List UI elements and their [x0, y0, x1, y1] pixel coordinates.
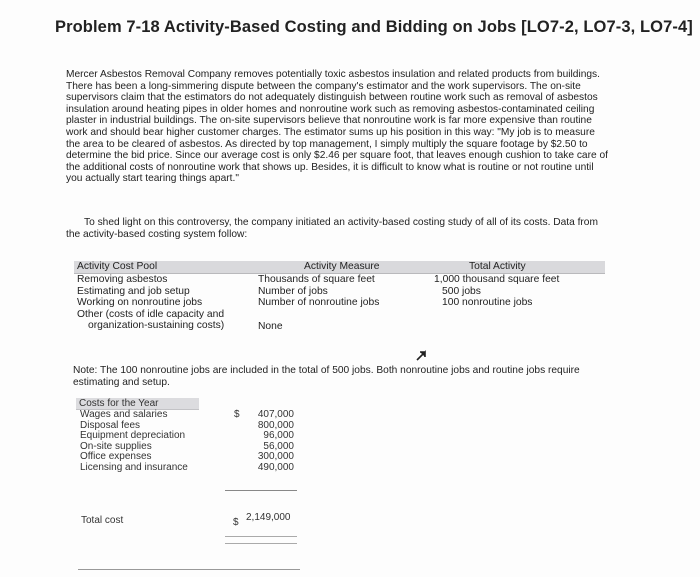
- total-double-rule-bottom: [225, 543, 297, 544]
- activity-table: [74, 261, 605, 332]
- header-cost-pool: Activity Cost Pool: [77, 261, 158, 272]
- cost-pool-cell: Estimating and job setup: [77, 285, 190, 297]
- cost-value: 407,000: [257, 409, 294, 420]
- intro-paragraph: Mercer Asbestos Removal Company removes potentially toxic asbestos insulation and related products from buildings. There has been a long-simmering dispute between the company's estimator and the work supervisors. The on-site supervisors claim that the estimators do not adequately distinguish between routine work such as removal of asbestos insulation around heating pipes in older homes and nonroutine work such as removing asbestos-contaminated ceiling plaster in industrial buildings. The on-site supervisors believe that nonroutine work is far more expensive than routine work and should bear higher customer charges. The estimator sums up his position in this way: "My job is to measure the area to be cleared of asbestos. As directed by top management, I simply multiply the square footage by $2.50 to determine the bid price. Since our average cost is only $2.46 per square foot, that leaves enough cushion to take care of the additional costs of nonroutine work that shows up. Besides, it is difficult to know what is routine or not routine until you actually start tearing things apart.": [66, 69, 608, 185]
- cost-pool-cell: Other (costs of idle capacity and: [77, 308, 225, 320]
- costs-table: [76, 398, 298, 474]
- total-cell: 100 nonroutine jobs: [442, 297, 533, 308]
- cost-value: 96,000: [263, 430, 294, 442]
- costs-header: Costs for the Year: [76, 398, 199, 410]
- total-cell: 1,000 thousand square feet: [434, 274, 560, 285]
- measure-cell: Number of jobs: [258, 285, 328, 297]
- cost-value: 490,000: [257, 461, 294, 473]
- cost-label: On-site supplies: [80, 440, 152, 452]
- table-row: [74, 320, 605, 332]
- total-double-rule-top: [225, 536, 297, 537]
- total-cost-value: 2,149,000: [246, 512, 291, 523]
- cost-value: 56,000: [263, 440, 294, 452]
- cost-pool-cell: Working on nonroutine jobs: [77, 297, 203, 308]
- problem-title: Problem 7-18 Activity-Based Costing and Bidding on Jobs [LO7-2, LO7-3, LO7-4]: [55, 18, 693, 36]
- header-total-activity: Total Activity: [469, 261, 526, 272]
- table-row: [74, 274, 605, 286]
- cost-label: Wages and salaries: [80, 409, 168, 420]
- cost-row: [76, 463, 298, 474]
- table-row: [74, 297, 605, 309]
- measure-cell-none: None: [258, 321, 283, 332]
- measure-cell: Number of nonroutine jobs: [258, 297, 380, 308]
- activity-table-header: [74, 261, 605, 274]
- cost-pool-cell-continued: organization-sustaining costs): [88, 320, 225, 331]
- measure-cell: Thousands of square feet: [258, 274, 375, 285]
- cost-label: Disposal fees: [80, 419, 141, 431]
- total-cell: 500 jobs: [442, 285, 481, 297]
- note-text: Note: The 100 nonroutine jobs are included in the total of 500 jobs. Both nonroutine jobs and routine jobs require estimating and setup.: [73, 365, 580, 388]
- total-cost-label: Total cost: [81, 515, 124, 526]
- cost-value: 300,000: [257, 451, 294, 463]
- data-intro-paragraph: To shed light on this controversy, the company initiated an activity-based costing study of all of its costs. Data from the activity-based costing system follow:: [66, 217, 598, 240]
- bottom-divider: [78, 569, 300, 570]
- header-activity-measure: Activity Measure: [304, 261, 380, 272]
- total-currency-symbol: $: [233, 517, 239, 528]
- cost-label: Licensing and insurance: [80, 461, 188, 473]
- table-row: [74, 286, 605, 298]
- currency-symbol: $: [234, 409, 240, 420]
- table-row: [74, 309, 605, 321]
- cost-row: [76, 410, 298, 421]
- cost-value: 800,000: [257, 419, 294, 431]
- subtotal-rule: [225, 490, 297, 491]
- cost-pool-cell: Removing asbestos: [77, 274, 168, 285]
- cost-label: Equipment depreciation: [80, 430, 186, 442]
- cost-label: Office expenses: [80, 451, 152, 463]
